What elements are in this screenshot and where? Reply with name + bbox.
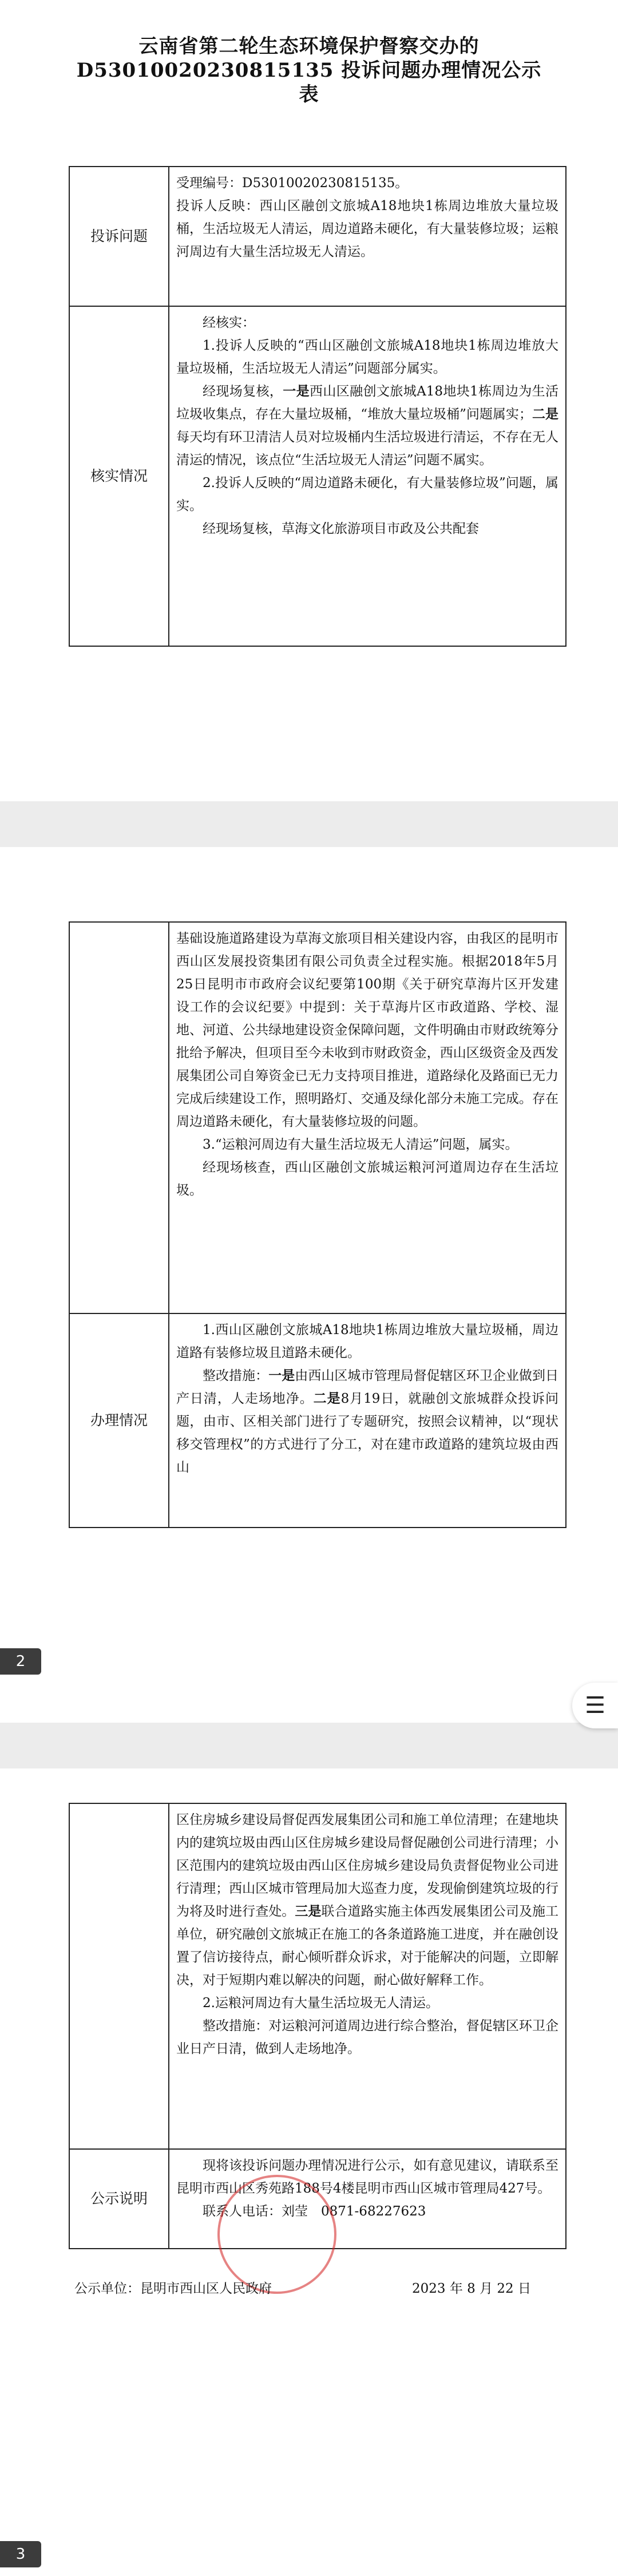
table-page-1 [69, 166, 566, 647]
verify-p2 [176, 380, 558, 472]
verify-p2-b2: 二是 [532, 406, 558, 422]
handle-p2-b2: 二是 [313, 1391, 341, 1406]
verify-p4a: 经现场复核，草海文化旅游项目市政及公共配套 [203, 521, 479, 536]
complaint-content [169, 167, 566, 306]
handle-p1: 1.西山区融创文旅城A18地块1栋周边堆放大量垃圾桶，周边道路有装修垃圾且道路未硬化。 [176, 1323, 558, 1360]
page-number-badge-3: 3 [0, 2541, 41, 2567]
verify-p6: 经现场核查，西山区融创文旅城运粮河河道周边存在生活垃圾。 [176, 1160, 558, 1198]
table-page-3 [69, 1803, 566, 2249]
notice-text: 现将该投诉问题办理情况进行公示，如有意见建议，请联系至昆明市西山区秀苑路188号4楼昆明市西山区城市管理局427号。 [176, 2158, 558, 2196]
handle-cont-row [69, 1803, 566, 2149]
verify-row [69, 306, 566, 646]
footer-unit: 公示单位：昆明市西山区人民政府 [74, 2281, 272, 2296]
document-title [0, 34, 618, 106]
verify-p3: 2.投诉人反映的“周边道路未硬化，有大量装修垃圾”问题，属实。 [176, 476, 558, 513]
handle-p2-c: 区住房城乡建设局督促西发展集团公司和施工单位清理；在建地块内的建筑垃圾由西山区住房城乡建设局督促融创公司进行清理；小区范围内的建筑垃圾由西山区住房城乡建设局负责督促物业公司进行清理；西山区城市管理局加大巡查力度，发现偷倒建筑垃圾的行为将及时进行查处。 [176, 1813, 558, 1919]
handle-cont-content [169, 1803, 566, 2149]
page-3 [0, 1768, 618, 2576]
handle-row [69, 1313, 566, 1528]
menu-icon[interactable]: ☰ [572, 1683, 618, 1728]
handle-p4: 整改措施：对运粮河河道周边进行综合整治，督促辖区环卫企业日产日清，做到人走场地净。 [176, 2019, 558, 2056]
verify-p2-b1: 一是 [283, 383, 310, 399]
handle-p2-b: 8月19日，就融创文旅城群众投诉问题，由市、区相关部门进行了专题研究，按照会议精神，以“现状移交管理权”的方式进行了分工，对在建市政道路的建筑垃圾由西山 [176, 1391, 559, 1475]
page-1 [0, 0, 618, 801]
handle-content [169, 1313, 566, 1528]
handle-p3: 2.运粮河周边有大量生活垃圾无人清运。 [203, 1996, 439, 2011]
handle-p2c [176, 1809, 558, 1992]
footer-date: 2023 年 8 月 22 日 [412, 2281, 531, 2296]
verify-p2-mid: 西山区融创文旅城A18地块1栋周边为生活垃圾收集点，存在大量垃圾桶，“堆放大量垃圾桶”问题属实； [176, 384, 559, 422]
notice-contact: 联系人电话：刘莹 0871-68227623 [203, 2204, 426, 2219]
page-2 [0, 847, 618, 1723]
title-line-3: 表 [299, 83, 319, 106]
verify-content [169, 306, 566, 646]
complaint-label: 投诉问题 [69, 167, 169, 306]
notice-label: 公示说明 [69, 2149, 169, 2249]
title-line-2: D53010020230815135 投诉问题办理情况公示 [76, 59, 542, 82]
verify-label: 核实情况 [69, 306, 169, 646]
handle-p2-pre: 整改措施： [203, 1368, 269, 1383]
verify-p4b: 基础设施道路建设为草海文旅项目相关建设内容，由我区的昆明市西山区发展投资集团有限公司负责全过程实施。根据2018年5月25日昆明市市政府会议纪要第100期《关于研究草海片区开发建设工作的会议纪要》中提到：关于草海片区市政道路、学校、湿地、河道、公共绿地建设资金保障问题，文件明确由市财政统筹分批给予解决，但项目至今未收到市财政资金，西山区级资金及西发展集团公司自筹资金已无力支持项目推进，道路绿化及路面已无力完成后续建设工作，照明路灯、交通及绿化部分未施工完成。存在周边道路未硬化，有大量装修垃圾的问题。 [176, 931, 558, 1129]
verify-cont-content [169, 922, 566, 1313]
official-seal-stamp [217, 2175, 336, 2294]
verify-p0: 经核实： [203, 315, 255, 330]
verify-p1: 1.投诉人反映的“西山区融创文旅城A18地块1栋周边堆放大量垃圾桶，生活垃圾无人清运”问题部分属实。 [176, 338, 558, 376]
handle-cont-label [69, 1803, 169, 2149]
complaint-row [69, 167, 566, 306]
verify-cont-row [69, 922, 566, 1313]
handle-p2-a: 由西山区城市管理局督促辖区环卫企业做到日产日清，人走场地净。 [176, 1368, 559, 1406]
page-gap-1 [0, 801, 618, 847]
page-gap-2 [0, 1723, 618, 1768]
verify-p2-pre: 经现场复核， [203, 384, 283, 399]
verify-p2-post: 每天均有环卫清洁人员对垃圾桶内生活垃圾进行清运，不存在无人清运的情况，该点位“生活垃圾无人清运”问题不属实。 [176, 430, 558, 468]
complaint-text: 投诉人反映：西山区融创文旅城A18地块1栋周边堆放大量垃圾桶，生活垃圾无人清运，周边道路未硬化，有大量装修垃圾；运粮河周边有大量生活垃圾无人清运。 [176, 199, 558, 259]
handle-p2 [176, 1364, 558, 1479]
handle-p2-b1: 一是 [268, 1368, 295, 1383]
page-number-badge-2: 2 [0, 1648, 41, 1675]
handle-p2-d: 联合道路实施主体西发展集团公司及施工单位，研究融创文旅城正在施工的各条道路施工进度，并在融创设置了信访接待点，耐心倾听群众诉求，对于能解决的问题，立即解决，对于短期内难以解决的问题，耐心做好解释工作。 [176, 1904, 559, 1988]
verify-p5: 3.“运粮河周边有大量生活垃圾无人清运”问题，属实。 [203, 1137, 518, 1152]
title-line-1: 云南省第二轮生态环境保护督察交办的 [138, 35, 480, 58]
handle-p2-b3: 三是 [295, 1904, 322, 1919]
verify-cont-label [69, 922, 169, 1313]
complaint-number: 受理编号：D53010020230815135。 [176, 176, 409, 191]
handle-label: 办理情况 [69, 1313, 169, 1528]
table-page-2 [69, 921, 566, 1528]
